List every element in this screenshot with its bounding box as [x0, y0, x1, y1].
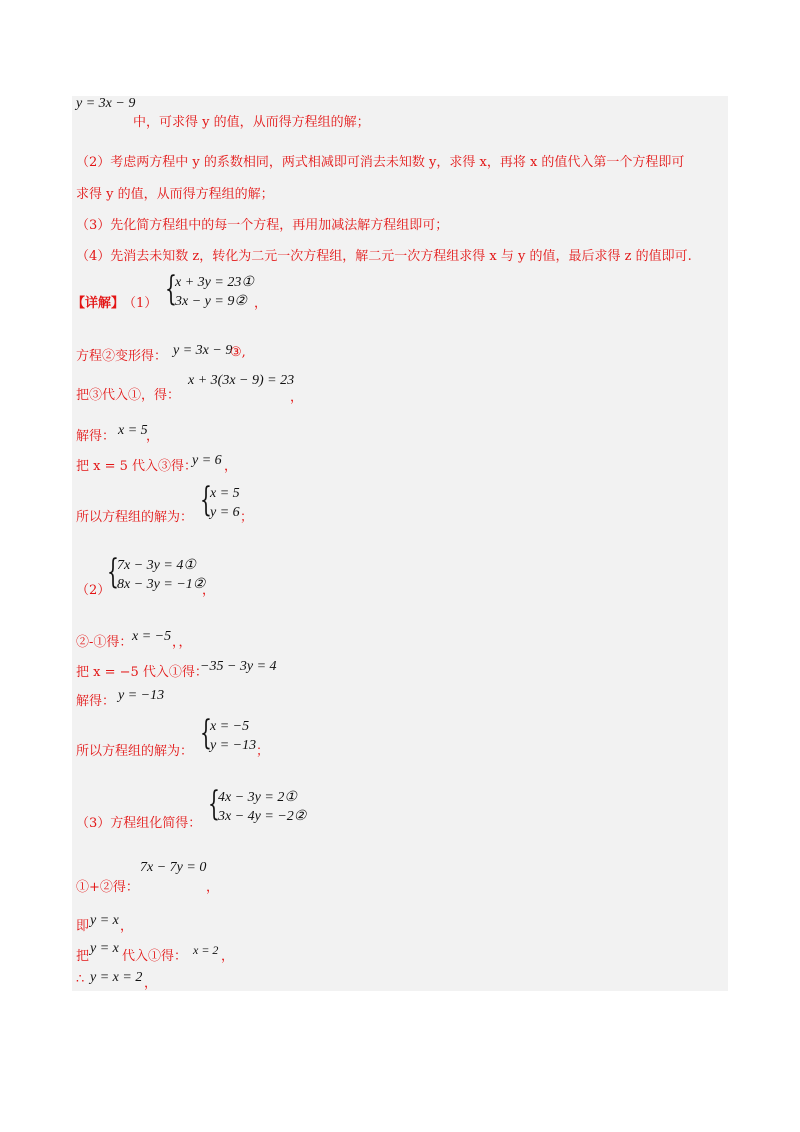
text-line: 把	[76, 949, 90, 964]
equation: y = 6	[192, 453, 222, 468]
text-line: 代入①得：	[122, 949, 188, 964]
punctuation: ；	[256, 744, 270, 759]
punctuation: ；	[240, 510, 254, 525]
equation: y = 3x − 9	[173, 343, 233, 358]
equation: x = 2	[193, 943, 219, 957]
punctuation: ，	[120, 919, 134, 934]
text-line: 把 x = 5 代入③得：	[76, 459, 198, 474]
text-line: 所以方程组的解为：	[76, 744, 194, 759]
punctuation: ，	[290, 390, 304, 405]
equation-system	[200, 480, 240, 522]
part-label: （3）方程组化简得：	[76, 816, 202, 831]
text-line: （2）考虑两方程中 y 的系数相同，两式相减即可消去未知数 y，求得 x，再将 x 的值代入第一个方程即可	[76, 155, 685, 170]
punctuation: ，	[221, 949, 235, 964]
text-line: （4）先消去未知数 z，转化为二元一次方程组，解二元一次方程组求得 x 与 y 的值，最后求得 z 的值即可.	[76, 249, 692, 264]
equation: x = 5	[118, 423, 148, 438]
equation: x + 3y = 23①	[175, 275, 254, 290]
text-line: 把 x = −5 代入①得：	[76, 665, 208, 680]
text-line: 所以方程组的解为：	[76, 510, 194, 525]
equation: 4x − 3y = 2①	[218, 790, 297, 805]
punctuation: ，	[144, 976, 158, 991]
punctuation: ，，	[172, 635, 192, 650]
equation: 3x − y = 9②	[175, 294, 247, 309]
equation: y = x	[90, 913, 119, 928]
text-line: 方程②变形得：	[76, 349, 168, 364]
equation: x = 5	[210, 486, 240, 501]
brace-icon: {	[208, 784, 220, 824]
punctuation: ，	[146, 429, 160, 444]
text-line: 中，可求得 y 的值，从而得方程组的解；	[133, 115, 370, 130]
punctuation: ，	[202, 583, 216, 598]
equation: 3x − 4y = −2②	[218, 809, 307, 824]
equation-system	[107, 552, 206, 594]
text-line: 解得：	[76, 429, 116, 444]
therefore-symbol: ∴	[76, 972, 85, 987]
equation: y = −13	[118, 688, 165, 703]
brace-icon: {	[200, 713, 212, 753]
equation: y = −13	[210, 738, 257, 753]
text-line: ②-①得：	[76, 635, 133, 650]
part-label: （2）	[76, 583, 111, 598]
equation: 7x − 3y = 4①	[117, 558, 196, 573]
equation: y = 6	[210, 505, 240, 520]
equation: −35 − 3y = 4	[200, 659, 277, 674]
equation-system	[208, 784, 307, 826]
equation: 8x − 3y = −1②	[117, 577, 206, 592]
brace-icon: {	[107, 552, 119, 592]
text-line: 求得 y 的值，从而得方程组的解；	[76, 187, 274, 202]
part-label: （1）	[123, 296, 158, 311]
equation-y-3x-9: y = 3x − 9	[76, 96, 136, 111]
text-line: ①+②得：	[76, 880, 139, 895]
text-line: （3）先化简方程组中的每一个方程，再用加减法解方程组即可；	[76, 218, 449, 233]
equation: y = x = 2	[90, 970, 143, 985]
text-line: 即	[76, 919, 90, 934]
punctuation: ，	[224, 459, 238, 474]
equation: x = −5	[210, 719, 250, 734]
text-line: 解得：	[76, 694, 116, 709]
brace-icon: {	[165, 269, 177, 309]
equation-system	[165, 269, 254, 311]
equation: x = −5	[132, 629, 172, 644]
text-line: 把③代入①，得：	[76, 388, 181, 403]
punctuation: ，	[206, 880, 220, 895]
brace-icon: {	[200, 480, 212, 520]
equation: x + 3(3x − 9) = 23	[188, 373, 295, 388]
equation-system	[200, 713, 257, 755]
text-line: ③,	[230, 345, 246, 360]
detail-label: 【详解】	[72, 296, 125, 311]
punctuation: ，	[254, 296, 268, 311]
equation: y = x	[90, 941, 119, 956]
equation: 7x − 7y = 0	[140, 860, 207, 875]
